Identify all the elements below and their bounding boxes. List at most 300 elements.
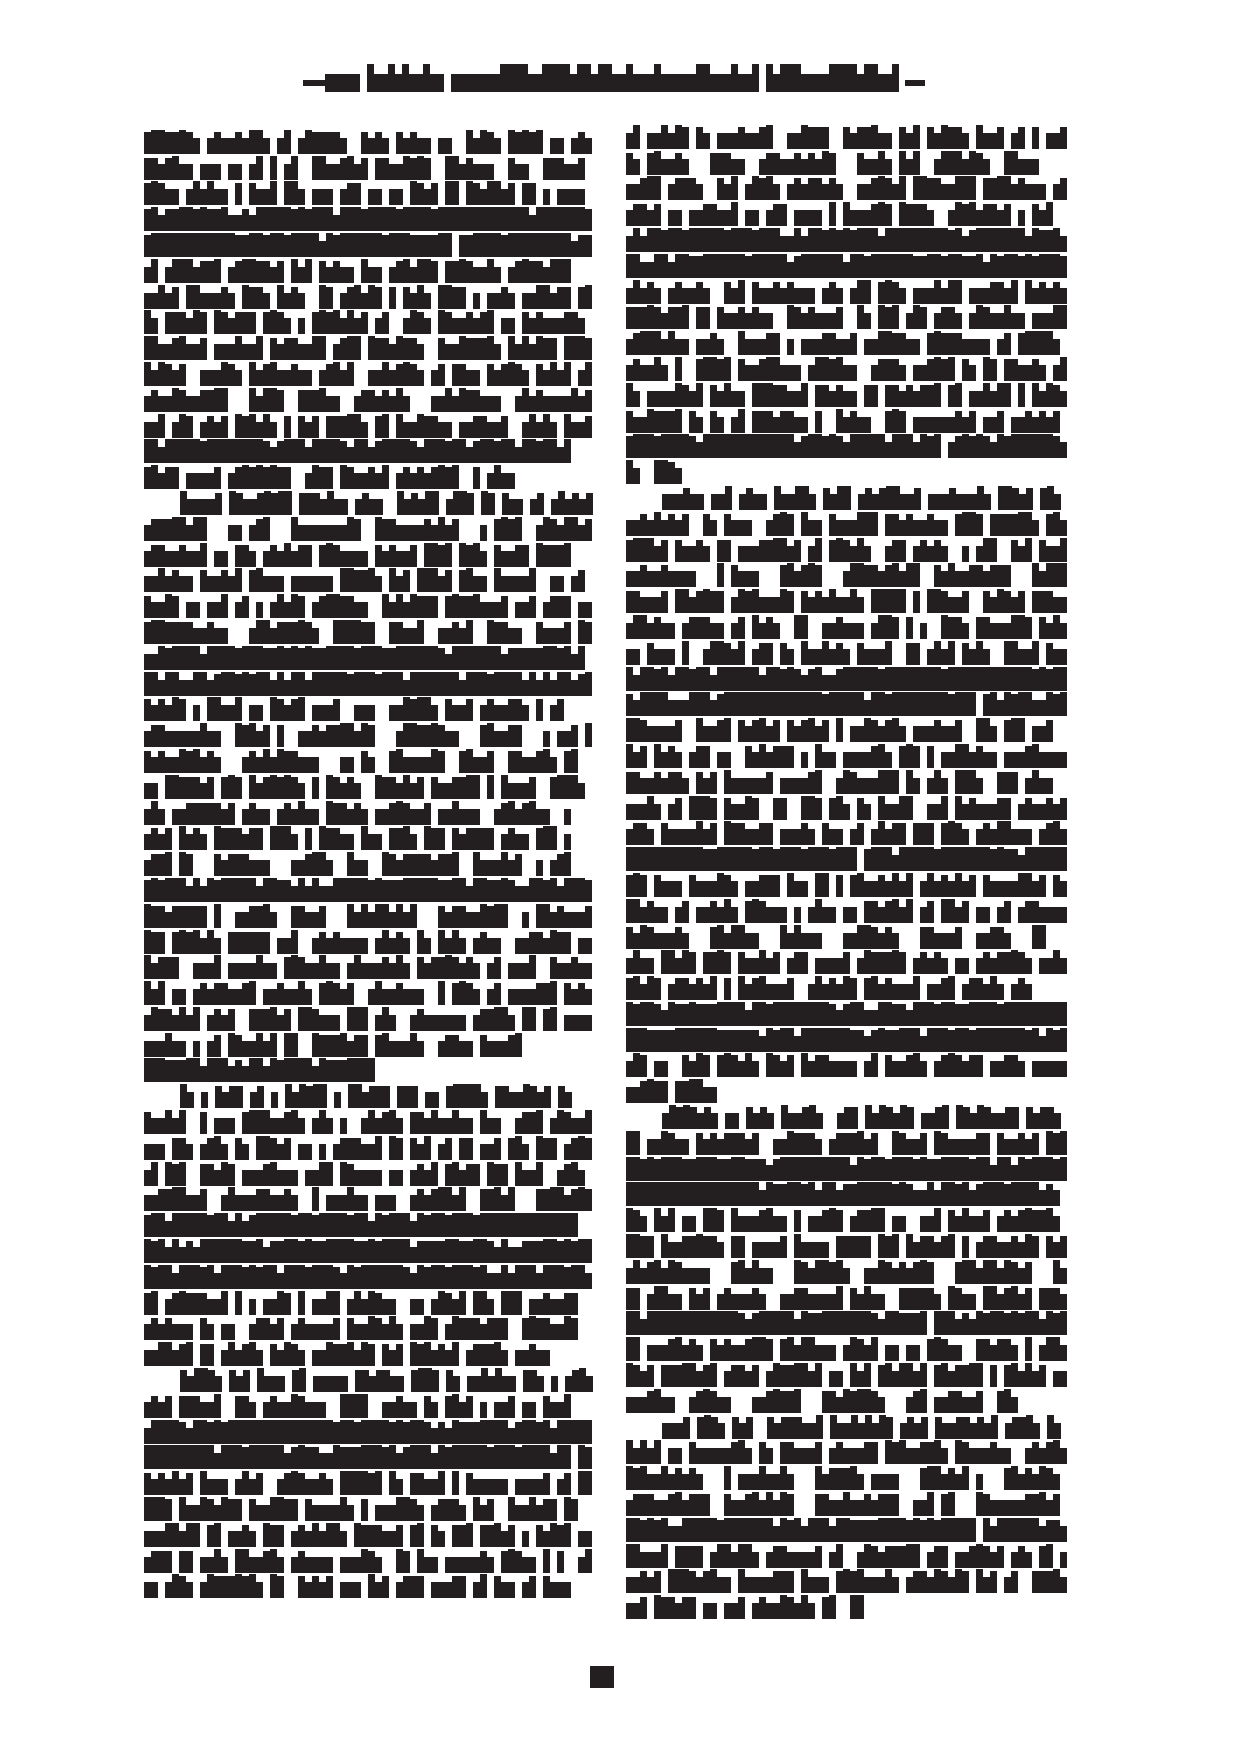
- glyph-cell: [522, 705, 529, 721]
- glyph-cell: [780, 333, 787, 355]
- text-line: [144, 1340, 592, 1366]
- glyph-cell: [459, 628, 466, 644]
- word-blob: [843, 202, 892, 226]
- word-blob: [445, 259, 501, 283]
- glyph-cell: [516, 1092, 523, 1108]
- glyph-cell: [221, 207, 228, 231]
- word-blob: [480, 699, 543, 721]
- glyph-cell: [445, 285, 452, 309]
- glyph-cell: [515, 1422, 522, 1444]
- glyph-cell: [934, 540, 941, 562]
- glyph-cell: [578, 318, 585, 334]
- glyph-cell: [647, 643, 654, 665]
- glyph-cell: [1053, 365, 1060, 381]
- glyph-cell: [382, 439, 389, 463]
- glyph-cell: [1060, 391, 1067, 407]
- glyph-cell: [165, 775, 172, 799]
- glyph-cell: [466, 1213, 473, 1237]
- glyph-cell: [228, 1445, 235, 1469]
- glyph-cell: [529, 1213, 536, 1237]
- word-blob: [270, 156, 298, 180]
- glyph-cell: [291, 699, 298, 721]
- word-blob: [347, 955, 410, 979]
- glyph-cell: [347, 1187, 354, 1211]
- glyph-cell: [187, 1092, 194, 1108]
- glyph-cell: [179, 390, 186, 412]
- glyph-cell: [494, 1118, 501, 1134]
- glyph-cell: [1053, 133, 1060, 149]
- glyph-cell: [865, 488, 872, 510]
- glyph-cell: [277, 880, 284, 902]
- word-blob: [291, 1551, 333, 1573]
- glyph-cell: [417, 312, 424, 334]
- glyph-cell: [319, 1582, 326, 1598]
- glyph-cell: [389, 1299, 396, 1315]
- glyph-cell: [284, 1420, 291, 1444]
- word-blob: [375, 930, 410, 954]
- glyph-cell: [375, 287, 382, 309]
- glyph-cell: [829, 391, 836, 407]
- glyph-cell: [354, 164, 361, 180]
- glyph-cell: [1039, 282, 1046, 304]
- glyph-cell: [668, 359, 675, 381]
- glyph-cell: [242, 1525, 249, 1547]
- glyph-cell: [326, 1324, 333, 1340]
- glyph-cell: [913, 365, 920, 381]
- word-blob: [717, 540, 731, 562]
- glyph-cell: [277, 983, 284, 1005]
- glyph-cell: [759, 434, 766, 458]
- glyph-cell: [368, 138, 375, 154]
- glyph-cell: [256, 1350, 263, 1366]
- glyph-cell: [158, 751, 165, 773]
- glyph-cell: [354, 519, 361, 541]
- glyph-cell: [424, 672, 431, 696]
- glyph-cell: [207, 233, 214, 257]
- glyph-cell: [976, 391, 983, 407]
- glyph-cell: [529, 757, 536, 773]
- word-blob: [144, 826, 207, 850]
- glyph-cell: [1032, 591, 1039, 613]
- glyph-cell: [487, 1318, 494, 1340]
- glyph-cell: [403, 362, 410, 386]
- glyph-cell: [466, 886, 473, 902]
- word-blob: [543, 596, 571, 618]
- glyph-cell: [453, 1084, 460, 1108]
- glyph-cell: [410, 1138, 417, 1160]
- glyph-cell: [438, 906, 445, 928]
- glyph-cell: [354, 1447, 361, 1469]
- glyph-cell: [417, 235, 424, 257]
- glyph-cell: [179, 1138, 186, 1160]
- glyph-cell: [235, 1291, 242, 1315]
- glyph-cell: [927, 333, 934, 355]
- word-blob: [200, 362, 242, 386]
- word-blob: [752, 643, 773, 665]
- glyph-cell: [347, 1215, 354, 1237]
- glyph-cell: [319, 1453, 326, 1469]
- glyph-cell: [151, 801, 158, 825]
- word-blob: [144, 414, 165, 438]
- glyph-cell: [508, 1582, 515, 1598]
- glyph-cell: [550, 646, 557, 670]
- glyph-cell: [305, 1479, 312, 1495]
- glyph-cell: [298, 370, 305, 386]
- glyph-cell: [815, 210, 822, 226]
- glyph-cell: [850, 391, 857, 407]
- glyph-cell: [158, 285, 165, 309]
- glyph-cell: [277, 1402, 284, 1418]
- word-blob: [389, 189, 403, 205]
- glyph-cell: [466, 1265, 473, 1289]
- word-blob: [494, 545, 529, 567]
- glyph-cell: [640, 178, 647, 200]
- glyph-cell: [368, 568, 375, 592]
- glyph-cell: [445, 1187, 452, 1211]
- glyph-cell: [537, 1376, 544, 1392]
- glyph-cell: [878, 282, 885, 304]
- glyph-cell: [165, 364, 172, 386]
- glyph-cell: [179, 930, 186, 954]
- glyph-cell: [474, 1084, 481, 1108]
- word-blob: [298, 1007, 340, 1031]
- glyph-cell: [585, 1015, 592, 1031]
- text-line: [626, 639, 1064, 665]
- glyph-cell: [326, 207, 333, 231]
- glyph-cell: [242, 757, 249, 773]
- glyph-cell: [270, 1007, 277, 1031]
- glyph-cell: [864, 649, 871, 665]
- glyph-cell: [396, 439, 403, 463]
- glyph-cell: [347, 904, 354, 928]
- word-blob: [144, 517, 207, 541]
- glyph-cell: [186, 1523, 193, 1547]
- glyph-cell: [277, 551, 284, 567]
- glyph-cell: [654, 64, 661, 92]
- word-blob: [389, 749, 445, 773]
- glyph-cell: [312, 525, 319, 541]
- glyph-cell: [144, 362, 151, 386]
- glyph-cell: [871, 565, 878, 587]
- glyph-cell: [508, 1273, 515, 1289]
- glyph-cell: [431, 416, 438, 438]
- glyph-cell: [565, 499, 572, 515]
- glyph-cell: [256, 465, 263, 489]
- glyph-cell: [144, 267, 151, 283]
- glyph-cell: [207, 963, 214, 979]
- glyph-cell: [452, 519, 459, 541]
- glyph-cell: [571, 775, 578, 799]
- glyph-cell: [536, 233, 543, 257]
- glyph-cell: [647, 409, 654, 433]
- glyph-cell: [249, 963, 256, 979]
- glyph-cell: [410, 594, 417, 618]
- glyph-cell: [368, 1058, 375, 1082]
- glyph-cell: [431, 860, 438, 876]
- glyph-cell: [522, 803, 529, 825]
- word-blob: [745, 210, 759, 226]
- word-blob: [221, 775, 242, 799]
- glyph-cell: [263, 989, 270, 1005]
- glyph-cell: [277, 1445, 284, 1469]
- word-blob: [557, 1162, 585, 1186]
- word-blob: [144, 388, 228, 412]
- glyph-cell: [305, 576, 312, 592]
- glyph-cell: [536, 1241, 543, 1263]
- glyph-cell: [717, 133, 724, 149]
- glyph-cell: [522, 989, 529, 1005]
- glyph-cell: [431, 235, 438, 257]
- glyph-cell: [438, 1144, 445, 1160]
- glyph-cell: [249, 215, 256, 231]
- glyph-cell: [717, 417, 724, 433]
- glyph-cell: [382, 312, 389, 334]
- glyph-cell: [200, 370, 207, 386]
- word-blob: [291, 576, 333, 592]
- glyph-cell: [361, 1342, 368, 1366]
- glyph-cell: [312, 852, 319, 876]
- glyph-cell: [207, 576, 214, 592]
- glyph-cell: [298, 801, 305, 825]
- glyph-cell: [263, 1523, 270, 1547]
- glyph-cell: [410, 1342, 417, 1366]
- glyph-cell: [207, 777, 214, 799]
- glyph-cell: [564, 1213, 571, 1237]
- glyph-cell: [151, 233, 158, 257]
- glyph-cell: [578, 1445, 585, 1469]
- glyph-cell: [249, 723, 256, 747]
- glyph-cell: [165, 594, 172, 618]
- glyph-cell: [892, 359, 899, 381]
- glyph-cell: [201, 1092, 208, 1108]
- glyph-cell: [487, 1479, 494, 1495]
- glyph-cell: [738, 391, 745, 407]
- glyph-cell: [326, 1291, 333, 1315]
- glyph-cell: [382, 1215, 389, 1237]
- word-blob: [319, 261, 354, 283]
- glyph-cell: [668, 331, 675, 355]
- glyph-cell: [969, 288, 976, 304]
- text-line: [144, 696, 592, 722]
- text-line: [144, 231, 592, 257]
- glyph-cell: [864, 565, 871, 587]
- glyph-cell: [696, 591, 703, 613]
- glyph-cell: [256, 422, 263, 438]
- glyph-cell: [214, 1035, 221, 1057]
- glyph-cell: [256, 860, 263, 876]
- glyph-cell: [501, 1265, 508, 1289]
- glyph-cell: [459, 364, 466, 386]
- glyph-cell: [675, 667, 682, 691]
- glyph-cell: [564, 1267, 571, 1289]
- glyph-cell: [305, 912, 312, 928]
- glyph-cell: [242, 963, 249, 979]
- glyph-cell: [780, 64, 787, 92]
- word-blob: [298, 130, 347, 154]
- glyph-cell: [962, 159, 969, 175]
- glyph-cell: [515, 989, 522, 1005]
- glyph-cell: [668, 411, 675, 433]
- glyph-cell: [277, 158, 284, 180]
- glyph-cell: [194, 1368, 201, 1392]
- glyph-cell: [836, 307, 843, 329]
- glyph-cell: [256, 439, 263, 463]
- glyph-cell: [696, 127, 703, 149]
- text-line: [144, 541, 592, 567]
- glyph-cell: [158, 215, 165, 231]
- glyph-cell: [640, 667, 647, 691]
- glyph-cell: [647, 538, 654, 562]
- glyph-cell: [361, 551, 368, 567]
- glyph-cell: [298, 1551, 305, 1573]
- glyph-cell: [1018, 615, 1025, 639]
- glyph-cell: [431, 525, 438, 541]
- glyph-cell: [543, 1396, 550, 1418]
- glyph-cell: [228, 672, 235, 696]
- glyph-cell: [459, 1015, 466, 1031]
- glyph-cell: [459, 1445, 466, 1469]
- glyph-cell: [158, 680, 165, 696]
- glyph-cell: [326, 1035, 333, 1057]
- glyph-cell: [787, 391, 794, 407]
- glyph-cell: [235, 1396, 242, 1418]
- glyph-cell: [403, 963, 410, 979]
- glyph-cell: [508, 1035, 515, 1057]
- glyph-cell: [186, 602, 193, 618]
- glyph-cell: [354, 1035, 361, 1057]
- glyph-cell: [473, 1291, 480, 1315]
- glyph-cell: [780, 159, 787, 175]
- glyph-cell: [487, 517, 494, 541]
- glyph-cell: [277, 777, 284, 799]
- glyph-cell: [522, 1557, 529, 1573]
- glyph-cell: [689, 571, 696, 587]
- glyph-cell: [537, 493, 544, 515]
- glyph-cell: [249, 1531, 256, 1547]
- glyph-cell: [759, 127, 766, 149]
- word-blob: [445, 699, 473, 721]
- word-blob: [745, 228, 969, 252]
- word-blob: [766, 667, 948, 691]
- glyph-cell: [501, 1164, 508, 1186]
- text-line: [144, 618, 592, 644]
- glyph-cell: [410, 904, 417, 928]
- glyph-cell: [410, 628, 417, 644]
- glyph-cell: [228, 932, 235, 954]
- glyph-cell: [410, 1473, 417, 1495]
- glyph-cell: [431, 646, 438, 670]
- glyph-cell: [165, 705, 172, 721]
- glyph-cell: [473, 594, 480, 618]
- glyph-cell: [927, 436, 934, 458]
- glyph-cell: [340, 1162, 347, 1186]
- glyph-cell: [452, 594, 459, 618]
- glyph-cell: [529, 183, 536, 205]
- glyph-cell: [920, 228, 927, 252]
- glyph-cell: [221, 1324, 228, 1340]
- glyph-cell: [633, 417, 640, 433]
- glyph-cell: [319, 545, 326, 567]
- glyph-cell: [529, 777, 536, 799]
- glyph-cell: [270, 989, 277, 1005]
- glyph-cell: [417, 1549, 424, 1573]
- text-line: [144, 1263, 592, 1289]
- glyph-cell: [626, 236, 633, 252]
- word-blob: [487, 620, 522, 644]
- glyph-cell: [550, 318, 557, 334]
- glyph-cell: [382, 293, 389, 309]
- glyph-cell: [571, 912, 578, 928]
- glyph-cell: [228, 364, 235, 386]
- glyph-cell: [459, 439, 466, 463]
- glyph-cell: [1053, 615, 1060, 639]
- glyph-cell: [410, 473, 417, 489]
- glyph-cell: [473, 757, 480, 773]
- glyph-cell: [780, 512, 787, 536]
- glyph-cell: [1046, 313, 1053, 329]
- word-blob: [885, 409, 906, 433]
- glyph-cell: [347, 1041, 354, 1057]
- glyph-cell: [375, 1471, 382, 1495]
- glyph-cell: [487, 1041, 494, 1057]
- glyph-cell: [885, 411, 892, 433]
- glyph-cell: [466, 235, 473, 257]
- glyph-cell: [522, 439, 529, 463]
- glyph-cell: [815, 228, 822, 252]
- glyph-cell: [382, 1420, 389, 1444]
- glyph-cell: [787, 133, 794, 149]
- glyph-cell: [354, 1582, 361, 1598]
- glyph-cell: [935, 494, 942, 510]
- glyph-cell: [214, 1479, 221, 1495]
- glyph-cell: [410, 1525, 417, 1547]
- glyph-cell: [452, 439, 459, 463]
- glyph-cell: [397, 1376, 404, 1392]
- word-blob: [906, 643, 920, 665]
- glyph-cell: [550, 1499, 557, 1521]
- glyph-cell: [396, 731, 403, 747]
- glyph-cell: [347, 336, 354, 360]
- glyph-cell: [1025, 159, 1032, 175]
- glyph-cell: [214, 439, 221, 463]
- glyph-cell: [445, 156, 452, 180]
- glyph-cell: [794, 178, 801, 200]
- text-line: [144, 902, 592, 928]
- glyph-cell: [368, 646, 375, 670]
- glyph-cell: [661, 411, 668, 433]
- glyph-cell: [550, 930, 557, 954]
- glyph-cell: [487, 1344, 494, 1366]
- glyph-cell: [144, 293, 151, 309]
- glyph-cell: [270, 1445, 277, 1469]
- glyph-cell: [256, 1582, 263, 1598]
- glyph-cell: [564, 362, 571, 386]
- glyph-cell: [144, 576, 151, 592]
- glyph-cell: [543, 1473, 550, 1495]
- glyph-cell: [836, 597, 843, 613]
- glyph-cell: [523, 1370, 530, 1392]
- word-blob: [501, 318, 515, 334]
- glyph-cell: [235, 989, 242, 1005]
- glyph-cell: [585, 1138, 592, 1160]
- glyph-cell: [424, 1557, 431, 1573]
- word-blob: [515, 596, 536, 618]
- glyph-cell: [494, 1187, 501, 1211]
- glyph-cell: [207, 646, 214, 670]
- glyph-cell: [431, 1582, 438, 1598]
- word-blob: [270, 336, 326, 360]
- word-blob: [144, 852, 193, 876]
